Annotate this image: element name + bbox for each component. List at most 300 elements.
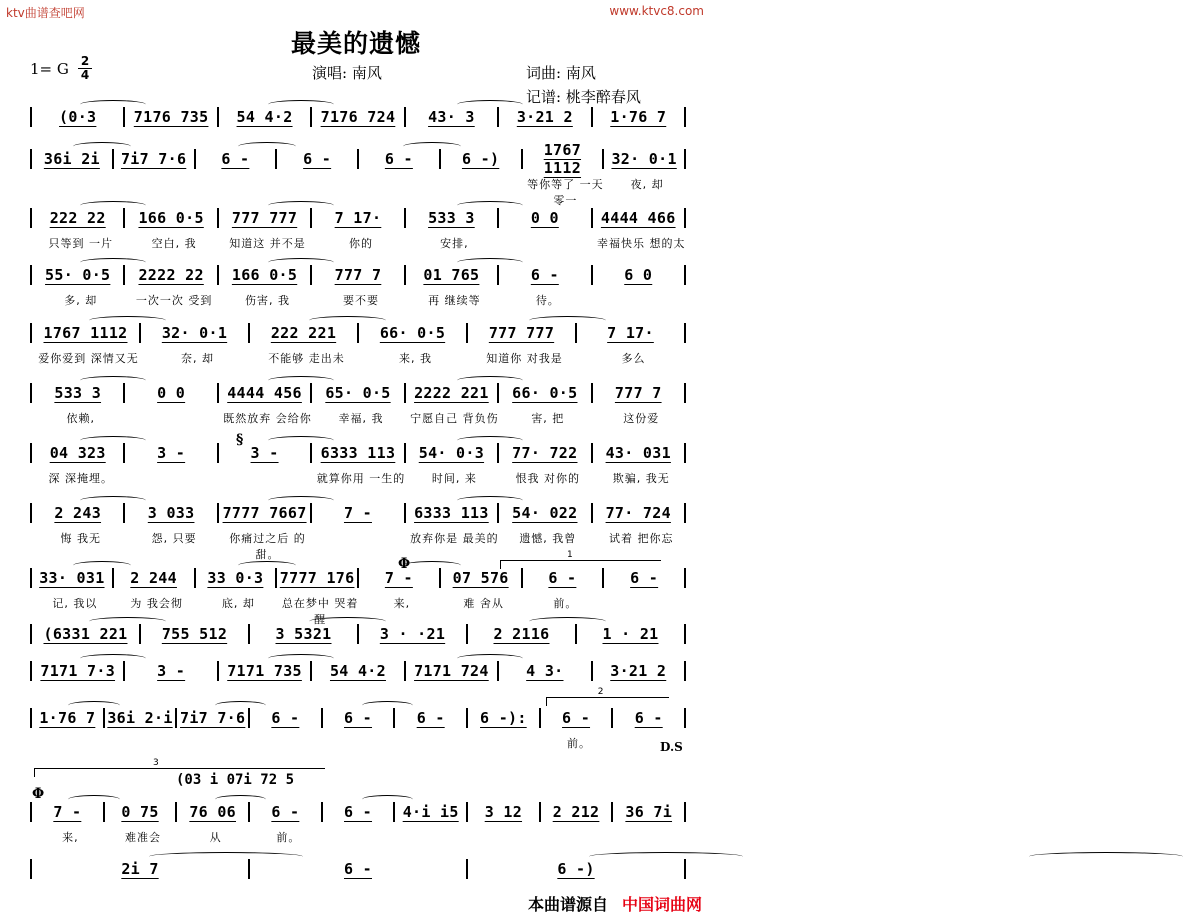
- barline: [602, 149, 604, 169]
- measure: 3 033: [147, 504, 195, 522]
- barline: [112, 568, 114, 588]
- barline: [684, 503, 686, 523]
- barline: [466, 708, 468, 728]
- time-signature-top: 2: [80, 54, 90, 68]
- barline: [217, 265, 219, 285]
- slur-mark: [309, 316, 386, 325]
- barline: [310, 208, 312, 228]
- measure: 4·i i5: [402, 803, 459, 821]
- barline: [539, 708, 541, 728]
- barline: [684, 443, 686, 463]
- barline: [684, 568, 686, 588]
- measure: 6 -: [630, 569, 659, 587]
- lyric-segment: 再 继续等: [428, 294, 481, 307]
- barline: [123, 383, 125, 403]
- barline: [175, 708, 177, 728]
- measure: 36 7i: [625, 803, 673, 821]
- lyric-line: [28, 292, 688, 308]
- barline: [497, 208, 499, 228]
- measure: 7171 7·3: [40, 662, 116, 680]
- barline: [310, 383, 312, 403]
- lyric-segment: 放弃你是 最美的: [410, 532, 499, 545]
- measure: 1·76 7: [610, 108, 667, 126]
- lyric-segment: 前。: [567, 737, 592, 750]
- lyric-line: [28, 176, 688, 207]
- coda-sign-1: Φ: [398, 556, 411, 572]
- barline: [123, 503, 125, 523]
- measure: 2 212: [552, 803, 600, 821]
- measure: 6 -: [344, 709, 373, 727]
- lyric-segment: 等你等了 一天零一: [527, 178, 604, 207]
- lyric-segment: 恨我 对你的: [515, 472, 581, 485]
- lyric-segment: 多么: [621, 352, 646, 365]
- barline: [684, 107, 686, 127]
- measure: 3 -: [250, 444, 279, 462]
- barline: [123, 443, 125, 463]
- barline: [30, 443, 32, 463]
- slur-mark: [80, 376, 146, 385]
- measure: 04 323: [49, 444, 106, 462]
- measure: 0 0: [530, 209, 559, 227]
- lyric-segment: 爱你爱到 深情又无: [38, 352, 139, 365]
- lyric-segment: 悔 我无: [60, 532, 101, 545]
- measure: 3 5321: [275, 625, 332, 643]
- measure: 6 -: [344, 803, 373, 821]
- barline: [684, 661, 686, 681]
- slur-mark: [403, 142, 461, 151]
- measure: 7 -: [343, 504, 372, 522]
- barline: [357, 624, 359, 644]
- measure: 3·21 2: [610, 662, 667, 680]
- measure: 33· 031: [39, 569, 105, 587]
- measure: 2 2116: [493, 625, 550, 643]
- barline: [123, 107, 125, 127]
- measure: 166 0·5: [231, 266, 298, 284]
- slur-mark: [89, 617, 166, 626]
- lyric-segment: 依赖,: [66, 412, 95, 425]
- measure: 6 -: [416, 709, 445, 727]
- measure: 66· 0·5: [379, 324, 446, 342]
- measure: 777 777: [231, 209, 298, 227]
- lyric-segment: 幸福, 我: [338, 412, 384, 425]
- lyric-segment: 要不要: [342, 294, 379, 307]
- barline: [611, 802, 613, 822]
- barline: [30, 661, 32, 681]
- lyric-line: [28, 735, 688, 751]
- barline: [404, 443, 406, 463]
- measure: 2222 22: [138, 266, 204, 284]
- lyric-segment: 只等到 一片: [48, 237, 113, 250]
- slur-mark: [268, 201, 334, 210]
- lyric-segment: 你痛过之后 的甜。: [229, 532, 306, 561]
- measure: 2 243: [54, 504, 102, 522]
- lyric-segment: [615, 829, 688, 845]
- lyric-segment: 多, 却: [64, 294, 98, 307]
- barline: [521, 149, 523, 169]
- slur-mark: [362, 701, 413, 710]
- song-title: 最美的遗憾: [290, 29, 421, 58]
- lyric-segment: 记, 我以: [52, 597, 98, 610]
- measure: 533 3: [428, 209, 475, 227]
- measure: 33 0·3: [207, 569, 264, 587]
- measure: 54· 022: [512, 504, 578, 522]
- barline: [103, 802, 105, 822]
- measure: 7 -: [53, 803, 82, 821]
- slur-mark: [457, 100, 523, 109]
- lyric-segment: [314, 530, 407, 546]
- lyric-segment: 来,: [393, 597, 411, 610]
- measure: 3 12: [484, 803, 523, 821]
- barline: [30, 568, 32, 588]
- barline: [404, 503, 406, 523]
- lyric-segment: [606, 595, 688, 611]
- slur-mark: [268, 654, 334, 663]
- measure: 6 -):: [480, 709, 527, 727]
- slur-mark: [80, 654, 146, 663]
- lyric-segment: 难准会: [125, 831, 161, 844]
- barline: [217, 661, 219, 681]
- lyric-segment: [179, 735, 252, 751]
- lyric-segment: 前。: [553, 597, 578, 610]
- measure: 6 -): [557, 860, 595, 878]
- measure: 7777 176: [279, 569, 355, 587]
- measure: 3 -: [157, 444, 186, 462]
- measure: 7 17·: [607, 324, 654, 342]
- measure: 7171 724: [414, 662, 489, 680]
- barline: [466, 323, 468, 343]
- lyric-segment: [116, 176, 198, 192]
- barline: [30, 208, 32, 228]
- measure: 533 3: [54, 384, 102, 402]
- barline: [684, 149, 686, 169]
- lyric-segment: 怨, 只要: [151, 532, 197, 545]
- lyric-segment: [361, 176, 443, 192]
- measure: 43· 031: [605, 444, 671, 462]
- ds-label: D.S: [660, 740, 683, 754]
- lyric-segment: 总在梦中 哭着醒: [281, 597, 359, 626]
- volta-1-label: 1: [567, 550, 573, 560]
- measure: 0 0: [157, 384, 186, 402]
- transcriber-credit: 记谱: 桃李醉春风: [526, 88, 641, 106]
- lyric-segment: 来,: [62, 831, 79, 844]
- barline: [248, 323, 250, 343]
- barline: [310, 265, 312, 285]
- barline: [30, 149, 32, 169]
- barline: [30, 383, 32, 403]
- barline: [684, 708, 686, 728]
- source-credit: [528, 892, 702, 915]
- barline: [139, 624, 141, 644]
- measure: 6 0: [624, 266, 653, 284]
- composer-credit: 词曲: 南风: [526, 64, 596, 82]
- barline: [539, 802, 541, 822]
- measure: 7176 735: [133, 108, 209, 126]
- measure: 6 -: [562, 709, 591, 727]
- barline: [321, 708, 323, 728]
- barline: [123, 265, 125, 285]
- slur-mark: [457, 258, 523, 267]
- measure: 6 -: [271, 803, 300, 821]
- segno-sign: §: [236, 432, 244, 448]
- lyric-segment: [198, 176, 280, 192]
- barline: [321, 802, 323, 822]
- lyric-segment: [397, 829, 470, 845]
- interlude-line: (03 i 07i 72 5: [176, 772, 295, 788]
- slur-mark: [80, 100, 146, 109]
- measure: 1767 1112: [43, 324, 128, 342]
- measure: 4444 456: [227, 384, 302, 402]
- measure: 36i 2·i: [107, 709, 173, 727]
- lyric-segment: 伤害, 我: [245, 294, 291, 307]
- barline: [591, 443, 593, 463]
- measure: 3 -: [157, 662, 186, 680]
- barline: [357, 323, 359, 343]
- barline: [30, 802, 32, 822]
- measure: 222 22: [49, 209, 106, 227]
- barline: [112, 149, 114, 169]
- barline: [466, 859, 468, 879]
- volta-bracket-1: [500, 550, 661, 569]
- barline: [217, 443, 219, 463]
- lyric-segment: 知道这 并不是: [229, 237, 306, 250]
- lyric-segment: 一次一次 受到: [135, 294, 213, 307]
- barline: [684, 265, 686, 285]
- barline: [404, 383, 406, 403]
- source-credit-text: 本曲谱源自: [527, 895, 608, 914]
- barline: [248, 708, 250, 728]
- measure: 6 -: [221, 150, 250, 168]
- watermark-left: ktv曲谱查吧网: [6, 6, 85, 20]
- lyric-segment: 为 我会彻: [130, 597, 183, 610]
- measure: 4444 466: [600, 209, 676, 227]
- barline: [393, 802, 395, 822]
- measure: (6331 221: [43, 625, 128, 643]
- slur-mark: [80, 201, 146, 210]
- lyric-line: [28, 470, 688, 486]
- lyric-segment: 来, 我: [399, 352, 432, 365]
- lyric-segment: 底, 却: [221, 597, 255, 610]
- measure: 7777 7667: [222, 504, 307, 522]
- barline: [684, 624, 686, 644]
- measure: 77· 722: [512, 444, 578, 462]
- barline: [684, 859, 686, 879]
- time-signature-bottom: 4: [80, 68, 90, 82]
- lyric-segment: 欺骗, 我无: [612, 472, 670, 485]
- key-signature: 1= G: [30, 60, 69, 78]
- lyric-segment: [470, 735, 543, 751]
- measure: 6 -: [530, 266, 559, 284]
- slur-mark: [529, 617, 606, 626]
- barline: [684, 208, 686, 228]
- lyric-segment: 时间, 来: [431, 472, 477, 485]
- barline: [591, 265, 593, 285]
- barline: [521, 568, 523, 588]
- slur-mark: [68, 701, 119, 710]
- barline: [497, 503, 499, 523]
- barline: [217, 383, 219, 403]
- lyric-segment: 就算你用 一生的: [316, 472, 406, 485]
- lyric-segment: 难 舍从: [463, 597, 504, 610]
- measure: 1 · 21: [602, 625, 659, 643]
- barline: [217, 107, 219, 127]
- barline: [404, 107, 406, 127]
- lyric-line: [28, 530, 688, 561]
- measure: 1·76 7: [39, 709, 96, 727]
- barline: [275, 149, 277, 169]
- barline: [591, 107, 593, 127]
- barline: [497, 661, 499, 681]
- lyric-line: [28, 829, 688, 845]
- barline: [602, 568, 604, 588]
- measure: 2222 221: [414, 384, 489, 402]
- lyric-segment: [34, 176, 116, 192]
- lyric-segment: 深 深掩埋。: [48, 472, 113, 485]
- lyric-segment: [397, 735, 470, 751]
- measure: 6 -: [271, 709, 300, 727]
- lyric-segment: [127, 470, 220, 486]
- barline: [30, 265, 32, 285]
- measure: 32· 0·1: [611, 150, 677, 168]
- barline: [310, 443, 312, 463]
- barline: [248, 624, 250, 644]
- slur-mark: [80, 496, 146, 505]
- measure: 43· 3: [428, 108, 475, 126]
- barline: [30, 859, 32, 879]
- barline: [194, 568, 196, 588]
- lyric-segment: 试着 把你忘: [608, 532, 674, 545]
- volta-3-label: 3: [153, 758, 159, 768]
- measure: (0·3: [59, 108, 97, 126]
- lyric-segment: 待。: [535, 294, 560, 307]
- barline: [575, 323, 577, 343]
- measure: 66· 0·5: [512, 384, 578, 402]
- measure: 6 -: [344, 860, 372, 878]
- barline: [404, 661, 406, 681]
- slur-mark: [73, 561, 131, 570]
- slur-mark: [589, 852, 743, 861]
- measure: 6 -: [303, 150, 332, 168]
- measure: 7i7 7·6: [180, 709, 246, 727]
- lyric-segment: [252, 735, 325, 751]
- lyric-segment: [543, 829, 616, 845]
- barline: [466, 802, 468, 822]
- slur-mark: [268, 100, 334, 109]
- barline: [248, 802, 250, 822]
- barline: [30, 708, 32, 728]
- measure: 0 75: [121, 803, 159, 821]
- measure: 166 0·5: [138, 209, 204, 227]
- slur-mark: [80, 436, 146, 445]
- lyric-segment: 幸福快乐 想的太: [596, 237, 686, 250]
- slur-mark: [529, 316, 606, 325]
- measure: 3·21 2: [516, 108, 573, 126]
- measure: 2 244: [130, 569, 177, 587]
- lyric-segment: 你的: [348, 237, 373, 250]
- barline: [439, 149, 441, 169]
- barline: [497, 265, 499, 285]
- barline: [248, 859, 250, 879]
- slur-mark: [457, 654, 523, 663]
- measure: 54 4·2: [329, 662, 386, 680]
- measure: 755 512: [161, 625, 228, 643]
- barline: [611, 708, 613, 728]
- slur-mark: [1029, 852, 1183, 861]
- lyric-segment: 夜, 却: [630, 178, 664, 191]
- lyric-segment: [34, 735, 107, 751]
- slur-mark: [80, 258, 146, 267]
- volta-2-label: 2: [597, 687, 604, 697]
- barline: [497, 443, 499, 463]
- measure: 07 576: [452, 569, 509, 587]
- barline: [310, 661, 312, 681]
- measure: 54· 0·3: [418, 444, 485, 462]
- lyric-segment: [325, 829, 398, 845]
- measure: 6 -: [548, 569, 577, 587]
- barline: [139, 323, 141, 343]
- barline: [275, 568, 277, 588]
- measure: 777 7: [614, 384, 662, 402]
- source-credit-site: 中国词曲网: [621, 895, 702, 914]
- lyric-line: [28, 410, 688, 426]
- singer-credit: 演唱: 南风: [312, 64, 382, 82]
- lyric-segment: 害, 把: [531, 412, 565, 425]
- barline: [123, 661, 125, 681]
- slur-mark: [215, 795, 266, 804]
- lyric-segment: [107, 735, 180, 751]
- measure: 2i 7: [121, 860, 159, 878]
- measure: 65· 0·5: [325, 384, 391, 402]
- lyric-segment: [279, 176, 361, 192]
- barline: [393, 708, 395, 728]
- slur-mark: [238, 561, 296, 570]
- barline: [575, 624, 577, 644]
- measure: 777 7: [334, 266, 382, 284]
- lyric-segment: 不能够 走出未: [268, 352, 345, 365]
- lyric-segment: [501, 235, 594, 251]
- barline: [123, 208, 125, 228]
- lyric-segment: 遗憾, 我曾: [519, 532, 577, 545]
- barline: [684, 802, 686, 822]
- barline: [30, 503, 32, 523]
- measure: 6 -: [384, 150, 413, 168]
- lyric-line: [28, 350, 688, 366]
- barline: [357, 568, 359, 588]
- lyric-line: [28, 595, 688, 626]
- lyric-segment: 这份爱: [623, 412, 660, 425]
- lyric-line: [28, 235, 688, 251]
- slur-mark: [238, 142, 296, 151]
- measure: 4 3·: [526, 662, 564, 680]
- barline: [591, 383, 593, 403]
- barline: [591, 661, 593, 681]
- measure: 7 17·: [334, 209, 382, 227]
- slur-mark: [268, 376, 334, 385]
- barline: [175, 802, 177, 822]
- slur-mark: [457, 376, 523, 385]
- measure: 76 06: [189, 803, 236, 821]
- volta-bracket-2: [546, 687, 669, 706]
- slur-mark: [309, 617, 386, 626]
- slur-mark: [68, 795, 119, 804]
- slur-mark: [457, 436, 523, 445]
- slur-mark: [268, 258, 334, 267]
- measure: 7i7 7·6: [120, 150, 187, 168]
- barline: [684, 383, 686, 403]
- measure: 7171 735: [227, 662, 302, 680]
- lyric-segment: [325, 735, 398, 751]
- measure: 6 -: [634, 709, 663, 727]
- slur-mark: [73, 142, 131, 151]
